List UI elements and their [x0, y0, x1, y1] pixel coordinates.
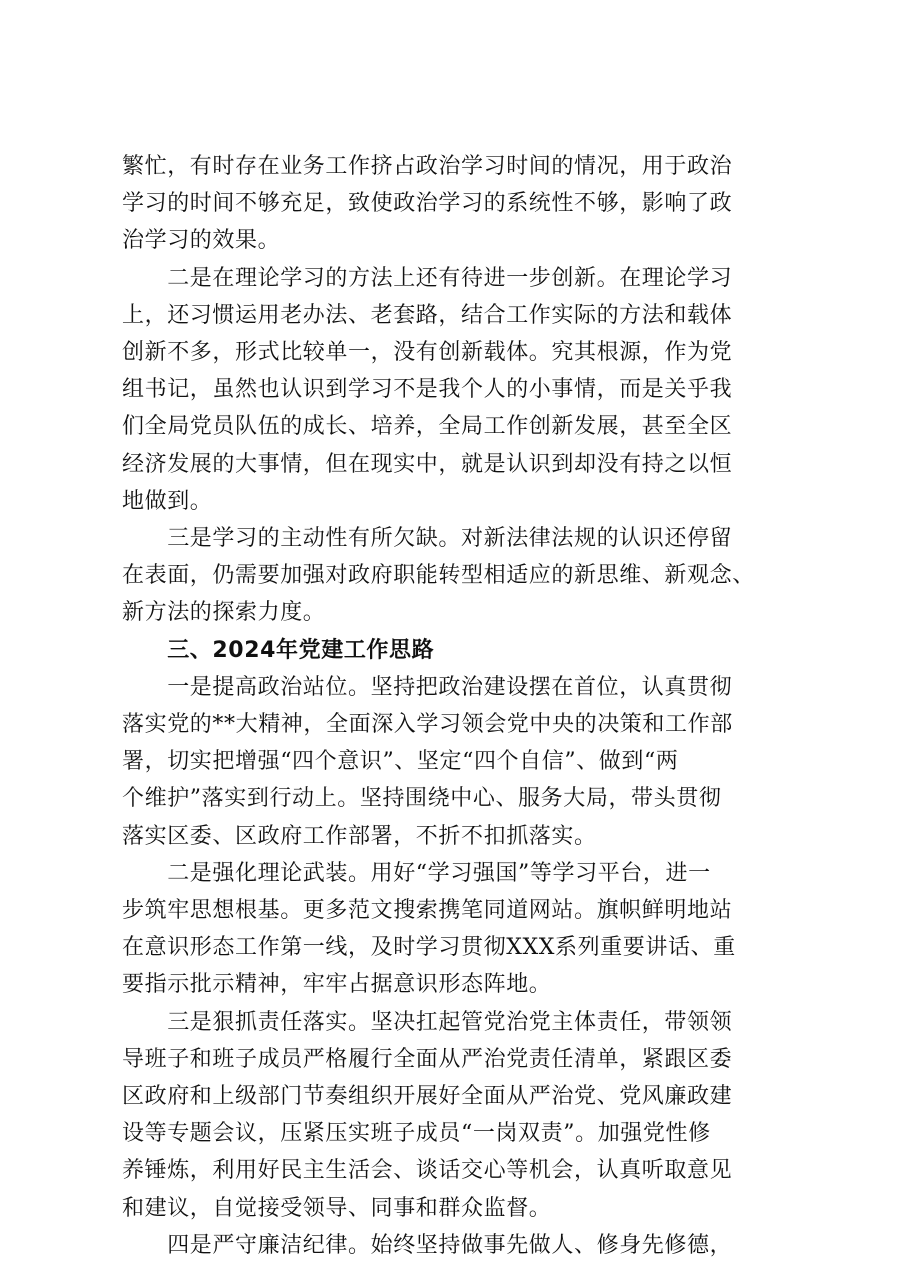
paragraph-integrity-discipline: 四是严守廉洁纪律。始终坚持做事先做人、修身先修德， — [122, 1232, 733, 1258]
document-body — [122, 148, 812, 1264]
paragraph-responsibility: 三是狠抓责任落实。坚决扛起管党治党主体责任，带领领 导班子和班子成员严格履行全面从严治党责任清单，紧跟区委 区政府和上级部门节奏组织开展好全面从严治党、党风廉政建 设等专题会议，压紧压实班子成员“一岗双责”。加强党性修 养锤炼，利用好民主生活会、谈话交心等机会，认真听取意见 和建议，自觉接受领导、同事和群众监督。 — [122, 1009, 733, 1221]
paragraph-study-initiative: 三是学习的主动性有所欠缺。对新法律法规的认识还停留 在表面，仍需要加强对政府职能转型相适应的新思维、新观念、 新方法的探索力度。 — [122, 526, 755, 626]
paragraph-political-study-time: 繁忙，有时存在业务工作挤占政治学习时间的情况，用于政治 学习的时间不够充足，致使政治学习的系统性不够，影响了政 治学习的效果。 — [122, 154, 733, 254]
paragraph-theory-armament: 二是强化理论武装。用好“学习强国”等学习平台，进一 步筑牢思想根基。更多范文搜索携笔同道网站。旗帜鲜明地站 在意识形态工作第一线，及时学习贯彻XXX系列重要讲话、重 要指示批示精神，牢牢占据意识形态阵地。 — [122, 860, 736, 998]
section-heading-2024-work-plan: 三、2024年党建工作思路 — [122, 637, 435, 663]
paragraph-political-stance: 一是提高政治站位。坚持把政治建设摆在首位，认真贯彻 落实党的**大精神，全面深入学习领会党中央的决策和工作部 署，切实把增强“四个意识”、坚定“四个自信”、做到“两 个维护”落实到行动上。坚持围绕中心、服务大局，带头贯彻 落实区委、区政府工作部署，不折不扣抓落实。 — [122, 674, 733, 849]
paragraph-theory-study-method: 二是在理论学习的方法上还有待进一步创新。在理论学习 上，还习惯运用老办法、老套路，结合工作实际的方法和载体 创新不多，形式比较单一，没有创新载体。究其根源，作为党 组书记，虽然也认识到学习不是我个人的小事情，而是关乎我 们全局党员队伍的成长、培养，全局工作创新发展，甚至全区 经济发展的大事情，但在现实中，就是认识到却没有持之以恒 地做到。 — [122, 265, 733, 514]
